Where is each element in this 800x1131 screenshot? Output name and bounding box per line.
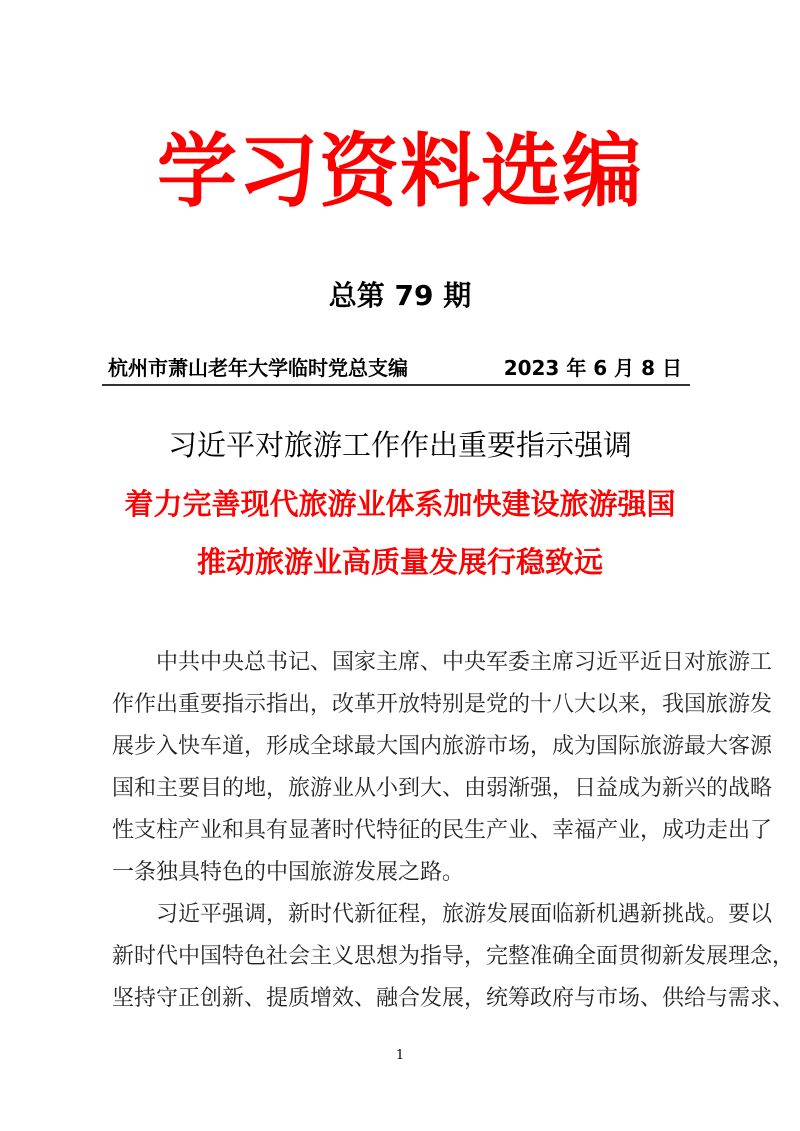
body-line: 国和主要目的地，旅游业从小到大、由弱渐强，日益成为新兴的战略	[112, 776, 773, 801]
issue-number: 总第 79 期	[328, 279, 472, 312]
publisher: 杭州市萧山老年大学临时党总支编	[108, 356, 408, 380]
body-line: 一条独具特色的中国旅游发展之路。	[112, 860, 465, 885]
article-subtitle: 习近平对旅游工作作出重要指示强调	[167, 428, 632, 462]
article-headline-line-2: 推动旅游业高质量发展行稳致远	[196, 545, 603, 579]
body-line: 中共中央总书记、国家主席、中央军委主席习近平近日对旅游工	[112, 650, 773, 675]
body-line: 坚持守正创新、提质增效、融合发展，统筹政府与市场、供给与需求、	[112, 986, 795, 1011]
page-number: 1	[395, 1048, 405, 1063]
article-headline-line-1: 着力完善现代旅游业体系加快建设旅游强国	[124, 487, 676, 521]
article-body	[112, 643, 795, 1021]
body-line: 新时代中国特色社会主义思想为指导，完整准确全面贯彻新发展理念，	[112, 944, 795, 969]
publish-date: 2023 年 6 月 8 日	[503, 356, 682, 380]
document-title: 学习资料选编	[157, 125, 643, 218]
body-line: 作作出重要指示指出，改革开放特别是党的十八大以来，我国旅游发	[112, 692, 773, 717]
body-line: 习近平强调，新时代新征程，旅游发展面临新机遇新挑战。要以	[112, 902, 773, 927]
body-line: 展步入快车道，形成全球最大国内旅游市场，成为国际旅游最大客源	[112, 734, 773, 759]
body-line: 性支柱产业和具有显著时代特征的民生产业、幸福产业，成功走出了	[112, 818, 773, 843]
header-divider	[102, 384, 690, 386]
